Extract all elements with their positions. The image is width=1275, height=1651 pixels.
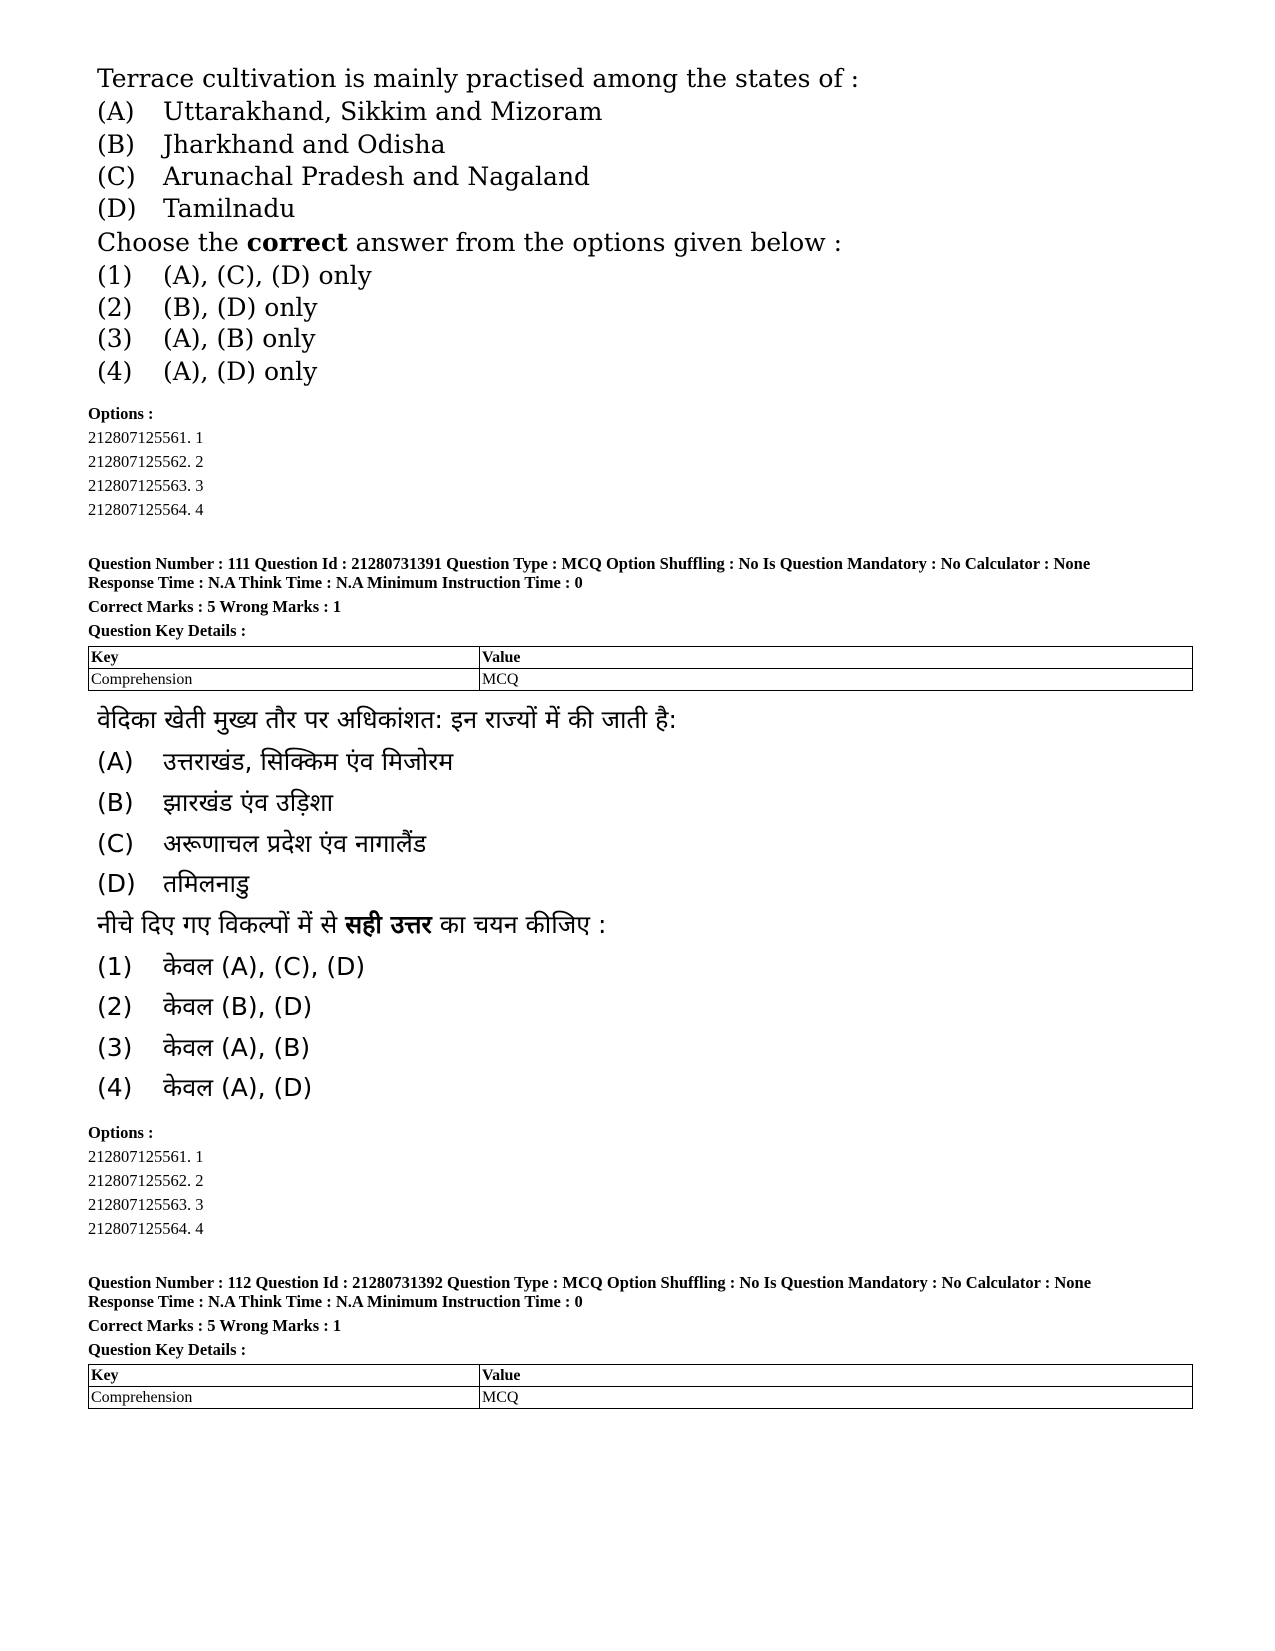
- choice-4-en: (4) (A), (D) only: [97, 357, 318, 386]
- table-row: [89, 1387, 1193, 1409]
- statement-b-en: (B) Jharkhand and Odisha: [97, 130, 446, 159]
- key-cell: Comprehension: [89, 669, 480, 691]
- statement-a-en: (A) Uttarakhand, Sikkim and Mizoram: [97, 97, 603, 126]
- value-cell: MCQ: [480, 669, 1193, 691]
- options-heading: Options :: [88, 404, 154, 423]
- question-marks: Correct Marks : 5 Wrong Marks : 1: [88, 1316, 342, 1335]
- table-row: [89, 669, 1193, 691]
- statement-b-hi: (B) झारखंड एंव उड़िशा: [97, 788, 334, 817]
- question-meta-line-2: Response Time : N.A Think Time : N.A Minimum Instruction Time : 0: [88, 1292, 583, 1311]
- value-cell: MCQ: [480, 1387, 1193, 1409]
- statement-d-en: (D) Tamilnadu: [97, 194, 296, 223]
- value-header: Value: [480, 647, 1193, 669]
- table-row: [89, 1365, 1193, 1387]
- question-key-heading: Question Key Details :: [88, 621, 247, 640]
- statement-c-en: (C) Arunachal Pradesh and Nagaland: [97, 162, 591, 191]
- choice-2-hi: (2) केवल (B), (D): [97, 992, 313, 1021]
- statement-d-hi: (D) तमिलनाडु: [97, 869, 250, 898]
- question-marks: Correct Marks : 5 Wrong Marks : 1: [88, 597, 342, 616]
- option-id-3: 212807125563. 3: [88, 476, 204, 495]
- question-key-heading: Question Key Details :: [88, 1340, 247, 1359]
- choice-3-en: (3) (A), (B) only: [97, 324, 316, 353]
- question-key-table: [88, 646, 1193, 691]
- statement-a-hi: (A) उत्तराखंड, सिक्किम एंव मिजोरम: [97, 747, 454, 776]
- question-meta-line-1: Question Number : 111 Question Id : 21280731391 Question Type : MCQ Option Shuffling : No Is Question Mandatory : No Calculator : None: [88, 554, 1091, 573]
- choice-1-hi: (1) केवल (A), (C), (D): [97, 952, 366, 981]
- option-id-1: 212807125561. 1: [88, 428, 204, 447]
- choice-2-en: (2) (B), (D) only: [97, 293, 318, 322]
- table-row: [89, 647, 1193, 669]
- choice-3-hi: (3) केवल (A), (B): [97, 1033, 311, 1062]
- instruction-hi: नीचे दिए गए विकल्पों में से सही उत्तर का चयन कीजिए :: [97, 910, 607, 939]
- question-key-table: [88, 1364, 1193, 1409]
- option-id-1: 212807125561. 1: [88, 1147, 204, 1166]
- option-id-2: 212807125562. 2: [88, 1171, 204, 1190]
- option-id-4: 212807125564. 4: [88, 1219, 204, 1238]
- choice-4-hi: (4) केवल (A), (D): [97, 1073, 313, 1102]
- question-stem-hi: वेदिका खेती मुख्य तौर पर अधिकांशत: इन राज्यों में की जाती है:: [97, 705, 677, 734]
- question-stem-en: Terrace cultivation is mainly practised among the states of :: [97, 64, 860, 93]
- choice-1-en: (1) (A), (C), (D) only: [97, 261, 372, 290]
- value-header: Value: [480, 1365, 1193, 1387]
- question-meta-line-1: Question Number : 112 Question Id : 21280731392 Question Type : MCQ Option Shuffling : No Is Question Mandatory : No Calculator : None: [88, 1273, 1092, 1292]
- options-heading: Options :: [88, 1123, 154, 1142]
- key-cell: Comprehension: [89, 1387, 480, 1409]
- option-id-3: 212807125563. 3: [88, 1195, 204, 1214]
- key-header: Key: [89, 647, 480, 669]
- option-id-4: 212807125564. 4: [88, 500, 204, 519]
- instruction-en: Choose the correct answer from the options given below :: [97, 228, 842, 257]
- statement-c-hi: (C) अरूणाचल प्रदेश एंव नागालैंड: [97, 829, 427, 858]
- key-header: Key: [89, 1365, 480, 1387]
- option-id-2: 212807125562. 2: [88, 452, 204, 471]
- question-meta-line-2: Response Time : N.A Think Time : N.A Minimum Instruction Time : 0: [88, 573, 583, 592]
